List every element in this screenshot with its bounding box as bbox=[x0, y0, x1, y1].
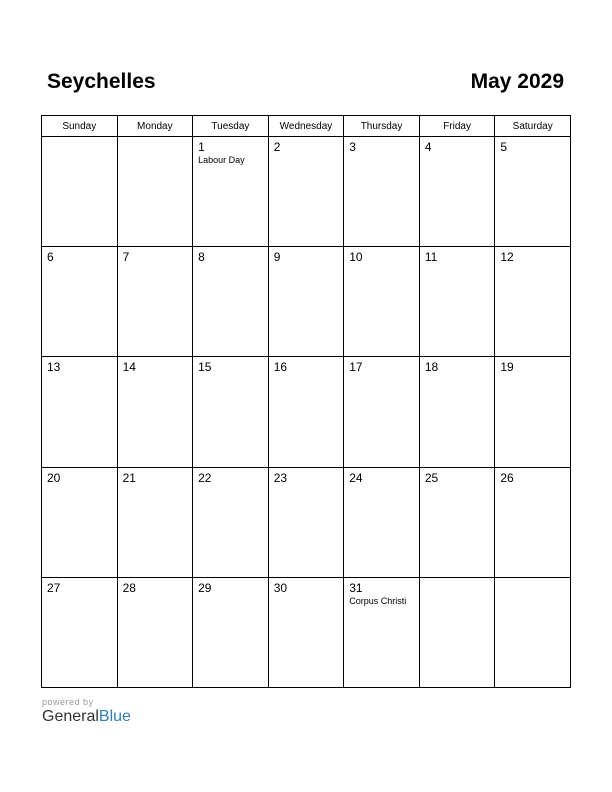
holiday-label: Corpus Christi bbox=[349, 595, 407, 606]
day-number: 8 bbox=[198, 250, 205, 265]
day-number: 9 bbox=[273, 250, 281, 265]
day-number: 18 bbox=[424, 360, 439, 375]
day-number: 12 bbox=[500, 250, 514, 265]
weekday-thursday: Thursday bbox=[344, 116, 420, 137]
day-number: 27 bbox=[47, 580, 61, 595]
day-number: 26 bbox=[500, 470, 514, 485]
day-cell bbox=[495, 467, 571, 577]
country-title: Seychelles bbox=[47, 70, 156, 93]
day-cell bbox=[344, 247, 420, 357]
day-cell bbox=[419, 577, 495, 687]
week-row-2 bbox=[42, 247, 571, 357]
day-number: 5 bbox=[500, 140, 508, 154]
day-cell bbox=[193, 357, 269, 467]
day-number: 31 bbox=[349, 580, 363, 595]
weekday-sunday: Sunday bbox=[42, 116, 118, 137]
day-cell bbox=[268, 577, 344, 687]
powered-by-text: powered by bbox=[42, 697, 94, 707]
week-row-1 bbox=[42, 137, 571, 247]
day-number: 15 bbox=[198, 360, 212, 375]
week-row-5 bbox=[42, 577, 571, 687]
day-number: 17 bbox=[349, 360, 363, 375]
day-cell bbox=[42, 577, 118, 687]
brand-blue: Blue bbox=[98, 708, 131, 725]
day-cell bbox=[344, 357, 420, 467]
day-number: 1 bbox=[198, 140, 205, 154]
day-number: 29 bbox=[198, 580, 212, 595]
day-number: 13 bbox=[47, 360, 61, 375]
weekday-wednesday: Wednesday bbox=[268, 116, 344, 137]
day-number: 23 bbox=[273, 470, 288, 485]
week-row-4 bbox=[42, 467, 571, 577]
day-cell bbox=[495, 577, 571, 687]
day-cell bbox=[495, 137, 571, 247]
day-cell bbox=[419, 247, 495, 357]
day-number: 20 bbox=[47, 470, 61, 485]
day-number: 16 bbox=[273, 360, 288, 375]
day-cell bbox=[42, 247, 118, 357]
day-cell bbox=[344, 137, 420, 247]
day-number: 11 bbox=[424, 250, 438, 265]
month-year-title: May 2029 bbox=[470, 70, 564, 93]
day-number: 28 bbox=[122, 580, 136, 595]
day-cell bbox=[193, 137, 269, 247]
day-number: 6 bbox=[47, 250, 54, 265]
day-cell bbox=[42, 357, 118, 467]
day-cell bbox=[117, 137, 193, 247]
day-cell bbox=[42, 137, 118, 247]
holiday-label: Labour Day bbox=[198, 155, 245, 165]
day-number: 2 bbox=[273, 140, 281, 154]
day-cell bbox=[344, 467, 420, 577]
day-number: 21 bbox=[122, 470, 136, 485]
day-cell bbox=[419, 357, 495, 467]
day-cell bbox=[344, 577, 420, 687]
brand-general: General bbox=[42, 708, 99, 725]
weekday-monday: Monday bbox=[117, 116, 193, 137]
weekday-friday: Friday bbox=[419, 116, 495, 137]
day-number: 22 bbox=[198, 470, 212, 485]
day-cell bbox=[117, 577, 193, 687]
day-cell bbox=[117, 247, 193, 357]
day-cell bbox=[268, 247, 344, 357]
calendar-grid bbox=[41, 115, 571, 688]
day-cell bbox=[193, 467, 269, 577]
day-cell bbox=[268, 137, 344, 247]
day-cell bbox=[268, 467, 344, 577]
day-number: 3 bbox=[349, 140, 356, 154]
day-cell bbox=[117, 467, 193, 577]
day-cell bbox=[495, 247, 571, 357]
generalblue-logo[interactable] bbox=[42, 708, 131, 726]
day-number: 19 bbox=[500, 360, 514, 375]
day-number: 7 bbox=[122, 250, 130, 265]
weekday-saturday: Saturday bbox=[495, 116, 571, 137]
day-cell bbox=[419, 137, 495, 247]
day-number: 25 bbox=[424, 470, 439, 485]
footer-branding bbox=[42, 697, 131, 726]
day-cell bbox=[117, 357, 193, 467]
day-cell bbox=[42, 467, 118, 577]
day-number: 14 bbox=[122, 360, 136, 375]
day-cell bbox=[495, 357, 571, 467]
day-cell bbox=[193, 247, 269, 357]
day-number: 24 bbox=[349, 470, 363, 485]
day-number: 4 bbox=[424, 140, 432, 154]
day-cell bbox=[268, 357, 344, 467]
day-number: 10 bbox=[349, 250, 363, 265]
day-cell bbox=[419, 467, 495, 577]
week-row-3 bbox=[42, 357, 571, 467]
day-cell bbox=[193, 577, 269, 687]
day-number: 30 bbox=[273, 580, 288, 595]
weekday-header-row bbox=[42, 116, 571, 137]
weekday-tuesday: Tuesday bbox=[193, 116, 269, 137]
